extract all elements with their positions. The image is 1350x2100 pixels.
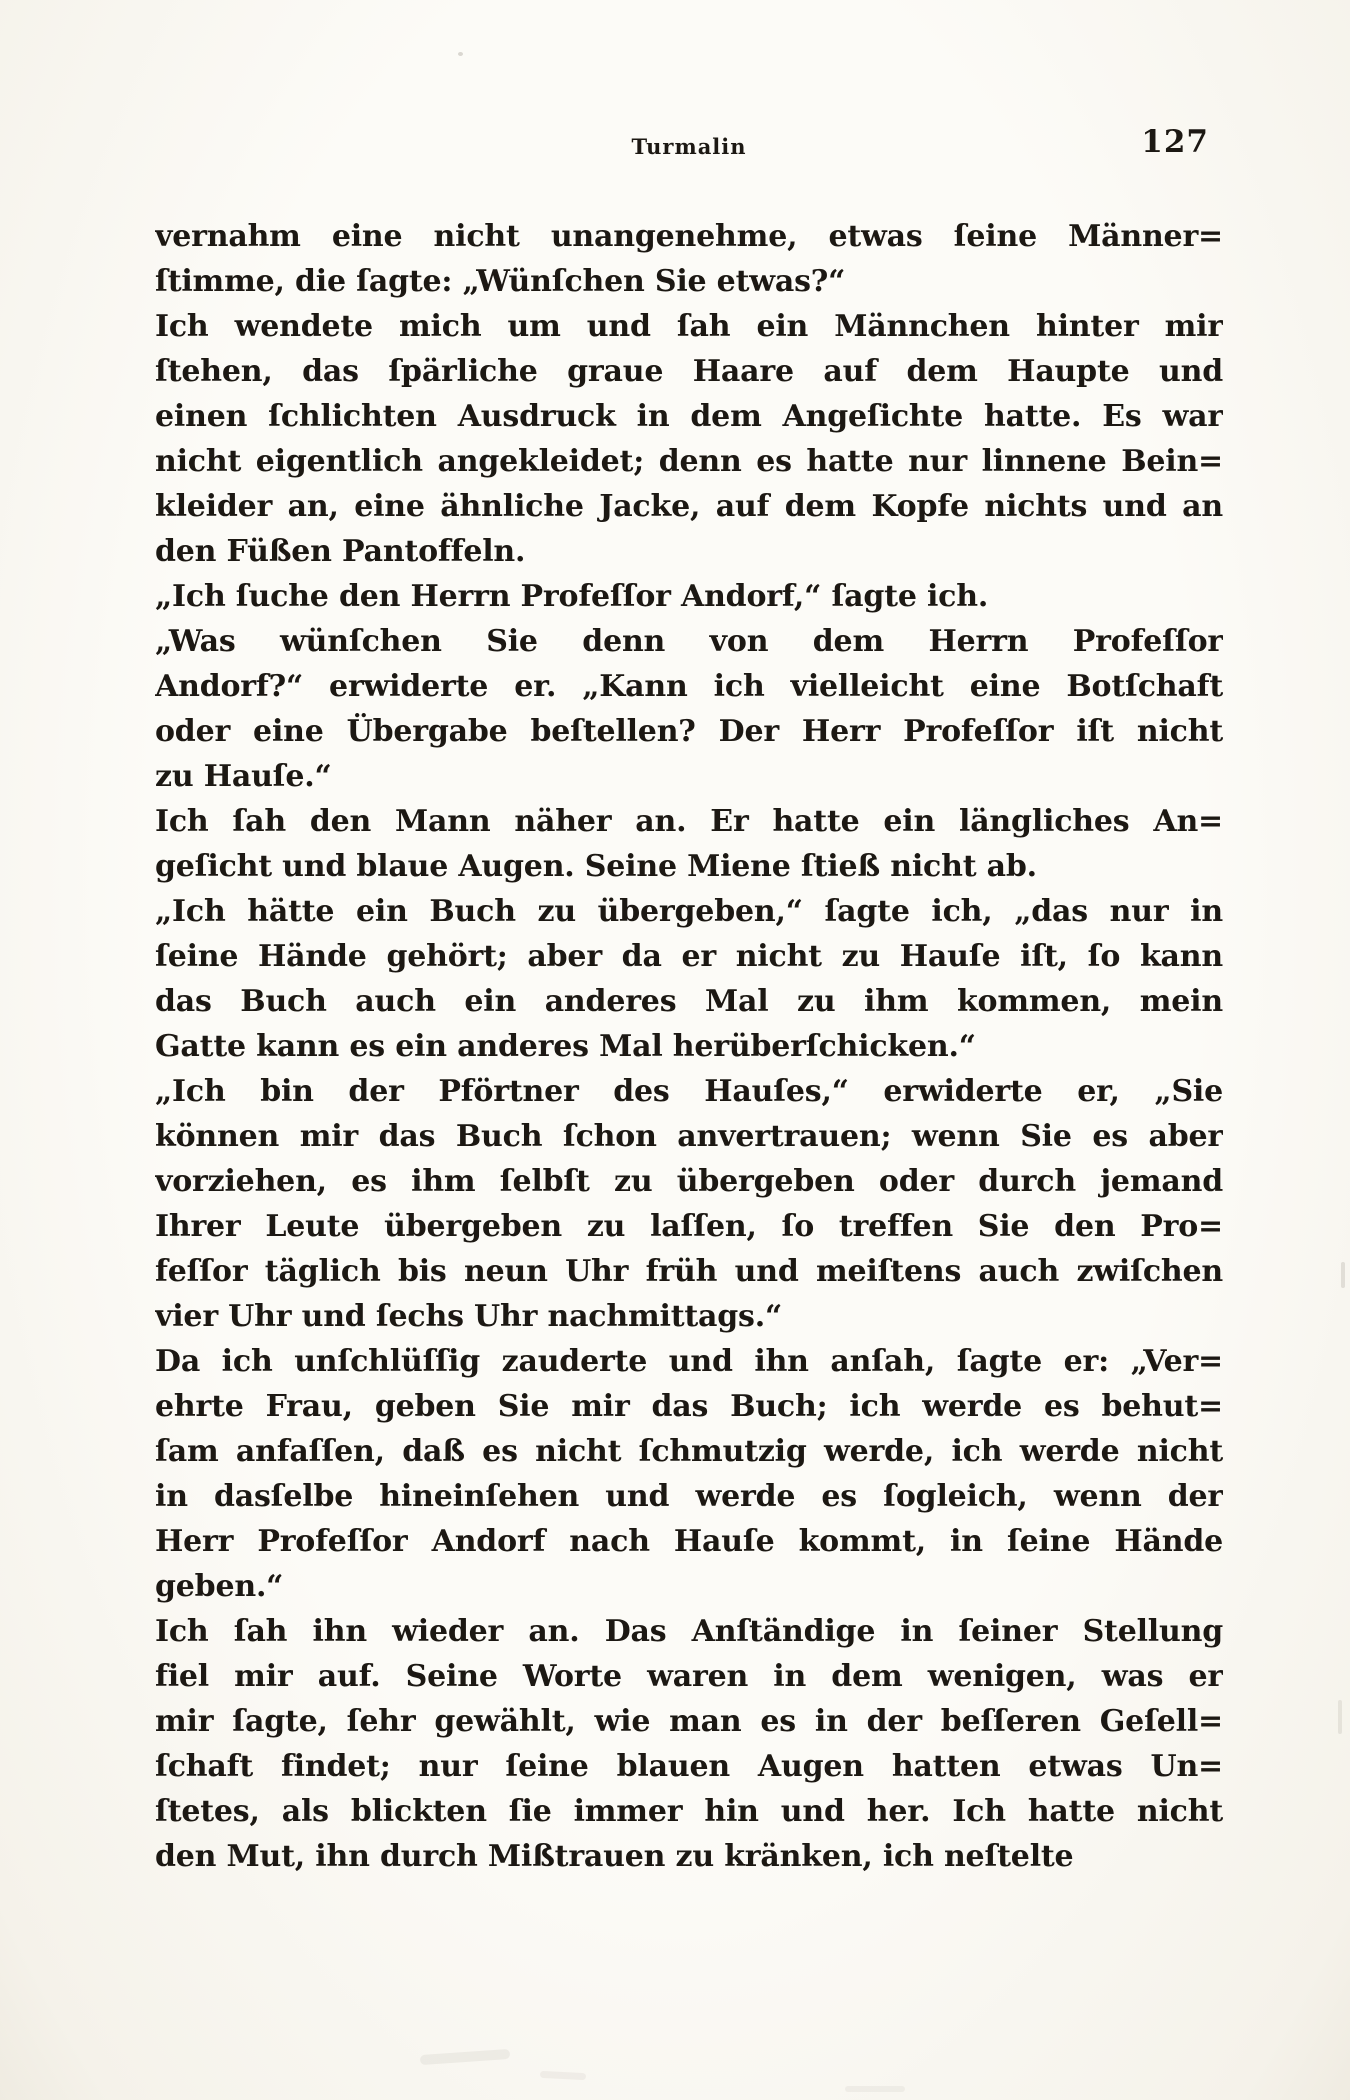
paragraph [155, 1339, 1223, 1609]
text-line: nicht eigentlich angekleidet; denn es hatte nur linnene Bein= [155, 444, 1223, 479]
text-line: Ich ſah ihn wieder an. Das Anſtändige in ſeiner Stellung [155, 1614, 1223, 1649]
text-line: feſſor täglich bis neun Uhr früh und meiſtens auch zwiſchen [155, 1254, 1223, 1289]
text-line: „Was wünſchen Sie denn von dem Herrn Profeſſor [155, 624, 1223, 659]
text-line: ſtimme, die ſagte: „Wünſchen Sie etwas?“ [155, 264, 846, 299]
text-line: den Füßen Pantoffeln. [155, 534, 526, 569]
paragraph [155, 214, 1223, 304]
paragraph [155, 1069, 1223, 1339]
page-number: 127 [1141, 124, 1209, 160]
running-title: Turmalin [631, 134, 747, 159]
paragraph [155, 304, 1223, 574]
text-line: fiel mir auf. Seine Worte waren in dem wenigen, was er [155, 1659, 1223, 1694]
text-line: zu Hauſe.“ [155, 759, 332, 794]
text-line: kleider an, eine ähnliche Jacke, auf dem Kopfe nichts und an [155, 489, 1223, 524]
text-line: „Ich hätte ein Buch zu übergeben,“ ſagte ich, „das nur in [155, 894, 1223, 929]
text-line: oder eine Übergabe beſtellen? Der Herr Profeſſor iſt nicht [155, 714, 1223, 749]
text-line: Ich wendete mich um und ſah ein Männchen hinter mir [155, 309, 1223, 344]
paragraph [155, 889, 1223, 1069]
text-line: vorziehen, es ihm ſelbſt zu übergeben oder durch jemand [155, 1164, 1223, 1199]
paragraph [155, 619, 1223, 799]
text-line: mir ſagte, ſehr gewählt, wie man es in der beſſeren Geſell= [155, 1704, 1223, 1739]
text-line: ſchaft findet; nur ſeine blauen Augen hatten etwas Un= [155, 1749, 1223, 1784]
text-line: Gatte kann es ein anderes Mal herüberſchicken.“ [155, 1029, 976, 1064]
text-line: in dasſelbe hineinſehen und werde es ſogleich, wenn der [155, 1479, 1223, 1514]
text-line: ſam anfaſſen, daß es nicht ſchmutzig werde, ich werde nicht [155, 1434, 1223, 1469]
text-line: vernahm eine nicht unangenehme, etwas ſeine Männer= [155, 219, 1223, 254]
text-line: den Mut, ihn durch Mißtrauen zu kränken, ich neſtelte [155, 1839, 1074, 1874]
text-line: „Ich ſuche den Herrn Profeſſor Andorf,“ ſagte ich. [155, 579, 989, 614]
paragraph [155, 799, 1223, 889]
text-line: können mir das Buch ſchon anvertrauen; wenn Sie es aber [155, 1119, 1223, 1154]
text-line: geben.“ [155, 1569, 284, 1604]
scan-artifact [1338, 1700, 1342, 1734]
text-line: „Ich bin der Pförtner des Hauſes,“ erwiderte er, „Sie [155, 1074, 1223, 1109]
text-line: Ihrer Leute übergeben zu laſſen, ſo treffen Sie den Pro= [155, 1209, 1223, 1244]
text-line: geſicht und blaue Augen. Seine Miene ſtieß nicht ab. [155, 849, 1037, 884]
page-text-block [155, 214, 1223, 1879]
text-line: ſeine Hände gehört; aber da er nicht zu Hauſe iſt, ſo kann [155, 939, 1223, 974]
text-line: ſtetes, als blickten ſie immer hin und her. Ich hatte nicht [155, 1794, 1223, 1829]
text-line: Herr Profeſſor Andorf nach Hauſe kommt, in ſeine Hände [155, 1524, 1223, 1559]
paragraph [155, 574, 1223, 619]
text-line: vier Uhr und ſechs Uhr nachmittags.“ [155, 1299, 783, 1334]
text-line: ſtehen, das ſpärliche graue Haare auf dem Haupte und [155, 354, 1223, 389]
text-line: einen ſchlichten Ausdruck in dem Angeſichte hatte. Es war [155, 399, 1223, 434]
text-line: Andorf?“ erwiderte er. „Kann ich vielleicht eine Botſchaft [155, 669, 1223, 704]
scan-artifact [845, 2086, 905, 2092]
paragraph [155, 1609, 1223, 1879]
scan-artifact [540, 2071, 586, 2080]
page-header [155, 124, 1223, 180]
scan-artifact [458, 52, 463, 56]
text-line: das Buch auch ein anderes Mal zu ihm kommen, mein [155, 984, 1223, 1019]
text-line: Da ich unſchlüſſig zauderte und ihn anſah, ſagte er: „Ver= [155, 1344, 1223, 1379]
text-line: ehrte Frau, geben Sie mir das Buch; ich werde es behut= [155, 1389, 1223, 1424]
text-line: Ich ſah den Mann näher an. Er hatte ein längliches An= [155, 804, 1223, 839]
scan-artifact [1341, 1262, 1345, 1288]
scan-artifact [420, 2049, 510, 2065]
